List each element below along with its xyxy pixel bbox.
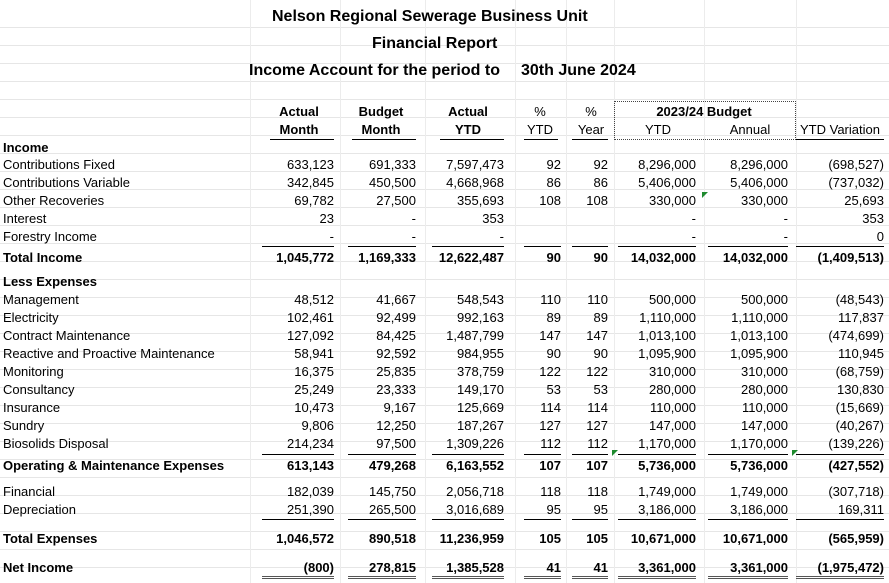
gridline <box>515 0 516 583</box>
gridline <box>566 0 567 583</box>
cell-budget-annual: - <box>783 211 788 226</box>
cell-budget-annual: 110,000 <box>741 400 788 415</box>
cell-budget-ytd: 330,000 <box>649 193 696 208</box>
cell-budget-month: 92,499 <box>376 310 416 325</box>
cell-ytd-variation: (1,975,472) <box>817 560 884 575</box>
total-rule <box>432 519 504 520</box>
double-total-rule <box>432 576 504 579</box>
cell-ytd-variation: (1,409,513) <box>817 250 884 265</box>
cell-budget-month: 265,500 <box>369 502 416 517</box>
cell-pct-year: 122 <box>586 364 608 379</box>
row-label: Net Income <box>3 560 74 575</box>
cell-budget-month: 23,333 <box>376 382 416 397</box>
report-title: Nelson Regional Sewerage Business Unit <box>272 8 588 25</box>
cell-pct-year: 110 <box>587 292 608 307</box>
gridline <box>0 225 889 226</box>
cell-actual-ytd: 984,955 <box>457 346 504 361</box>
cell-actual-month: 69,782 <box>294 193 334 208</box>
gridline <box>614 0 615 583</box>
gridline <box>0 279 889 280</box>
cell-pct-ytd: 90 <box>546 250 561 265</box>
double-total-rule <box>708 576 788 579</box>
cell-ytd-variation: (139,226) <box>828 436 884 451</box>
total-rule <box>524 519 561 520</box>
cell-pct-ytd: 53 <box>546 382 561 397</box>
cell-actual-ytd: 7,597,473 <box>446 157 504 172</box>
row-label: Operating & Maintenance Expenses <box>3 458 225 473</box>
cell-actual-month: 1,045,772 <box>276 250 334 265</box>
row-label: Total Expenses <box>3 531 98 546</box>
cell-actual-ytd: 125,669 <box>457 400 504 415</box>
col-header-budget-month-1: Budget <box>358 104 404 119</box>
cell-actual-month: 102,461 <box>287 310 334 325</box>
row-label: Other Recoveries <box>3 193 105 208</box>
cell-budget-ytd: 280,000 <box>649 382 696 397</box>
cell-pct-ytd: 107 <box>539 458 561 473</box>
cell-budget-month: 479,268 <box>369 458 416 473</box>
cell-budget-ytd: 14,032,000 <box>630 250 696 265</box>
cell-actual-ytd: 3,016,689 <box>446 502 504 517</box>
cell-actual-ytd: - <box>499 229 504 244</box>
row-label: Depreciation <box>3 502 76 517</box>
cell-budget-ytd: 310,000 <box>649 364 696 379</box>
cell-budget-month: 12,250 <box>376 418 416 433</box>
cell-budget-ytd: 5,736,000 <box>638 458 696 473</box>
cell-budget-annual: 330,000 <box>741 193 788 208</box>
total-rule <box>796 454 884 455</box>
cell-budget-ytd: 1,170,000 <box>638 436 696 451</box>
gridline <box>0 243 889 244</box>
cell-budget-annual: 310,000 <box>741 364 788 379</box>
cell-budget-month: 41,667 <box>376 292 416 307</box>
total-rule <box>432 246 504 247</box>
cell-budget-ytd: 3,361,000 <box>638 560 696 575</box>
double-total-rule <box>572 576 608 579</box>
cell-pct-ytd: 110 <box>540 292 561 307</box>
header-underline-pct-ytd <box>524 139 558 140</box>
row-label: Interest <box>3 211 47 226</box>
cell-budget-month: 450,500 <box>369 175 416 190</box>
cell-pct-year: 92 <box>593 157 608 172</box>
row-label: Insurance <box>3 400 61 415</box>
total-rule <box>524 454 561 455</box>
cell-actual-month: 10,473 <box>294 400 334 415</box>
cell-ytd-variation: 110,945 <box>837 346 884 361</box>
cell-budget-ytd: 1,110,000 <box>639 310 696 325</box>
cell-budget-annual: 1,095,900 <box>730 346 788 361</box>
cell-pct-ytd: 92 <box>546 157 561 172</box>
cell-pct-ytd: 105 <box>539 531 561 546</box>
cell-budget-month: 84,425 <box>376 328 416 343</box>
cell-budget-annual: 3,361,000 <box>730 560 788 575</box>
cell-actual-month: 613,143 <box>287 458 334 473</box>
cell-pct-year: 107 <box>586 458 608 473</box>
cell-pct-ytd: 41 <box>546 560 561 575</box>
cell-pct-ytd: 112 <box>540 436 561 451</box>
total-rule <box>796 246 884 247</box>
cell-budget-month: 25,835 <box>376 364 416 379</box>
cell-budget-annual: 280,000 <box>741 382 788 397</box>
cell-pct-ytd: 86 <box>546 175 561 190</box>
gridline <box>0 477 889 478</box>
cell-budget-ytd: - <box>691 229 696 244</box>
period-date: 30th June 2024 <box>521 62 636 79</box>
cell-budget-annual: 14,032,000 <box>722 250 788 265</box>
cell-budget-annual: 1,110,000 <box>731 310 788 325</box>
header-underline-actual-ytd <box>440 139 504 140</box>
cell-actual-month: 23 <box>319 211 334 226</box>
gridline <box>704 0 705 583</box>
double-total-rule <box>348 576 416 579</box>
gridline <box>0 99 889 100</box>
row-label: Sundry <box>3 418 45 433</box>
cell-budget-annual: 3,186,000 <box>730 502 788 517</box>
gridline <box>0 549 889 550</box>
total-rule <box>708 519 788 520</box>
cell-budget-month: 691,333 <box>369 157 416 172</box>
cell-budget-month: - <box>411 211 416 226</box>
cell-ytd-variation: (565,959) <box>828 531 884 546</box>
cell-ytd-variation: (698,527) <box>828 157 884 172</box>
cell-ytd-variation: 0 <box>876 229 884 244</box>
cell-actual-ytd: 11,236,959 <box>439 531 504 546</box>
cell-pct-year: 90 <box>593 250 608 265</box>
cell-actual-month: 16,375 <box>294 364 334 379</box>
double-total-rule <box>796 576 884 579</box>
cell-budget-annual: 8,296,000 <box>730 157 788 172</box>
cell-budget-annual: 5,406,000 <box>730 175 788 190</box>
cell-actual-ytd: 12,622,487 <box>438 250 504 265</box>
period-label: Income Account for the period to <box>249 62 500 79</box>
col-header-ytd-variation: YTD Variation <box>800 122 880 137</box>
cell-budget-annual: 1,013,100 <box>730 328 788 343</box>
cell-actual-ytd: 2,056,718 <box>446 484 504 499</box>
total-rule <box>348 246 416 247</box>
section-income: Income <box>3 140 49 155</box>
cell-pct-ytd: 114 <box>540 400 561 415</box>
cell-ytd-variation: 25,693 <box>844 193 884 208</box>
cell-budget-month: 97,500 <box>376 436 416 451</box>
cell-error-indicator-icon[interactable] <box>702 192 708 198</box>
cell-ytd-variation: (474,699) <box>828 328 884 343</box>
double-total-rule <box>618 576 696 579</box>
cell-pct-year: 108 <box>586 193 608 208</box>
cell-budget-annual: 1,749,000 <box>730 484 788 499</box>
cell-actual-month: 25,249 <box>294 382 334 397</box>
row-label: Contributions Variable <box>3 175 130 190</box>
cell-pct-ytd: 118 <box>540 484 561 499</box>
section-less-expenses: Less Expenses <box>3 274 97 289</box>
cell-actual-month: 633,123 <box>287 157 334 172</box>
col-header-actual-month-1: Actual <box>279 104 319 119</box>
cell-budget-annual: 500,000 <box>741 292 788 307</box>
cell-actual-month: 251,390 <box>287 502 334 517</box>
report-subtitle: Financial Report <box>372 35 498 52</box>
cell-actual-ytd: 187,267 <box>457 418 504 433</box>
cell-ytd-variation: (307,718) <box>828 484 884 499</box>
cell-pct-year: 41 <box>593 560 608 575</box>
cell-ytd-variation: 169,311 <box>837 502 884 517</box>
total-rule <box>262 454 334 455</box>
cell-budget-month: - <box>411 229 416 244</box>
double-total-rule <box>262 576 334 579</box>
header-underline-ytd-variation <box>796 139 884 140</box>
cell-budget-ytd: 147,000 <box>649 418 696 433</box>
cell-pct-ytd: 108 <box>539 193 561 208</box>
cell-budget-ytd: 10,671,000 <box>630 531 696 546</box>
total-rule <box>572 519 608 520</box>
cell-budget-ytd: 1,013,100 <box>638 328 696 343</box>
header-underline-actual-month <box>270 139 334 140</box>
row-label: Biosolids Disposal <box>3 436 109 451</box>
col-header-budget-group: 2023/24 Budget <box>656 104 752 119</box>
cell-pct-year: 114 <box>587 400 608 415</box>
cell-pct-year: 127 <box>586 418 608 433</box>
total-rule <box>572 246 608 247</box>
cell-actual-ytd: 6,163,552 <box>446 458 504 473</box>
total-rule <box>572 454 608 455</box>
cell-pct-ytd: 147 <box>539 328 561 343</box>
gridline <box>425 0 426 583</box>
row-label: Reactive and Proactive Maintenance <box>3 346 215 361</box>
cell-ytd-variation: (427,552) <box>828 458 884 473</box>
cell-actual-ytd: 4,668,968 <box>446 175 504 190</box>
cell-budget-annual: 1,170,000 <box>730 436 788 451</box>
total-rule <box>618 246 696 247</box>
row-label: Monitoring <box>3 364 64 379</box>
cell-pct-year: 118 <box>587 484 608 499</box>
cell-error-indicator-icon[interactable] <box>792 450 798 456</box>
cell-actual-ytd: 548,543 <box>457 292 504 307</box>
cell-ytd-variation: (15,669) <box>835 400 884 415</box>
cell-budget-ytd: 1,095,900 <box>638 346 696 361</box>
total-rule <box>708 246 788 247</box>
cell-actual-ytd: 353 <box>482 211 504 226</box>
cell-budget-month: 9,167 <box>383 400 416 415</box>
cell-actual-month: 342,845 <box>287 175 334 190</box>
header-underline-budget-month <box>352 139 416 140</box>
cell-budget-annual: 147,000 <box>741 418 788 433</box>
total-rule <box>618 519 696 520</box>
cell-ytd-variation: (48,543) <box>835 292 884 307</box>
cell-actual-ytd: 355,693 <box>457 193 504 208</box>
cell-actual-ytd: 1,309,226 <box>446 436 504 451</box>
total-rule <box>348 519 416 520</box>
col-header-pct-ytd-1: % <box>534 104 546 119</box>
cell-error-indicator-icon[interactable] <box>612 450 618 456</box>
cell-budget-ytd: 1,749,000 <box>638 484 696 499</box>
cell-budget-ytd: 8,296,000 <box>638 157 696 172</box>
col-header-actual-month-2: Month <box>279 122 319 137</box>
gridline <box>250 0 251 583</box>
cell-actual-ytd: 1,487,799 <box>446 328 504 343</box>
col-header-budget-annual: Annual <box>729 122 771 137</box>
cell-actual-ytd: 149,170 <box>457 382 504 397</box>
cell-pct-year: 90 <box>593 346 608 361</box>
double-total-rule <box>524 576 561 579</box>
col-header-pct-year-2: Year <box>577 122 605 137</box>
row-label: Consultancy <box>3 382 75 397</box>
cell-budget-ytd: 500,000 <box>649 292 696 307</box>
cell-budget-month: 92,592 <box>376 346 416 361</box>
cell-budget-month: 1,169,333 <box>358 250 416 265</box>
cell-budget-ytd: 110,000 <box>649 400 696 415</box>
col-header-budget-ytd: YTD <box>645 122 671 137</box>
cell-pct-ytd: 122 <box>539 364 561 379</box>
cell-pct-year: 86 <box>593 175 608 190</box>
cell-actual-month: 127,092 <box>287 328 334 343</box>
cell-actual-month: - <box>329 229 334 244</box>
total-rule <box>262 246 334 247</box>
row-label: Contract Maintenance <box>3 328 131 343</box>
gridline <box>340 0 341 583</box>
total-rule <box>708 454 788 455</box>
cell-actual-ytd: 378,759 <box>457 364 504 379</box>
row-label: Management <box>3 292 79 307</box>
gridline <box>796 0 797 583</box>
row-label: Contributions Fixed <box>3 157 115 172</box>
cell-ytd-variation: (40,267) <box>835 418 884 433</box>
cell-actual-month: 58,941 <box>294 346 334 361</box>
cell-pct-year: 53 <box>593 382 608 397</box>
header-underline-pct-year <box>572 139 608 140</box>
cell-budget-ytd: - <box>691 211 696 226</box>
cell-budget-month: 27,500 <box>376 193 416 208</box>
total-rule <box>618 454 696 455</box>
cell-pct-year: 105 <box>586 531 608 546</box>
cell-pct-year: 95 <box>593 502 608 517</box>
cell-pct-year: 147 <box>586 328 608 343</box>
cell-pct-year: 112 <box>587 436 608 451</box>
total-rule <box>796 519 884 520</box>
cell-budget-annual: 5,736,000 <box>730 458 788 473</box>
cell-actual-month: 182,039 <box>287 484 334 499</box>
row-label: Financial <box>3 484 56 499</box>
cell-actual-month: 1,046,572 <box>276 531 334 546</box>
cell-budget-ytd: 3,186,000 <box>638 502 696 517</box>
cell-pct-year: 89 <box>593 310 608 325</box>
cell-budget-ytd: 5,406,000 <box>638 175 696 190</box>
cell-budget-month: 278,815 <box>369 560 416 575</box>
col-header-pct-year-1: % <box>585 104 597 119</box>
cell-pct-ytd: 127 <box>539 418 561 433</box>
cell-actual-ytd: 992,163 <box>457 310 504 325</box>
total-rule <box>262 519 334 520</box>
cell-actual-month: (800) <box>303 560 334 575</box>
cell-pct-ytd: 95 <box>546 502 561 517</box>
cell-ytd-variation: (737,032) <box>828 175 884 190</box>
row-label: Forestry Income <box>3 229 97 244</box>
col-header-actual-ytd-1: Actual <box>448 104 488 119</box>
cell-pct-ytd: 89 <box>546 310 561 325</box>
gridline <box>0 153 889 154</box>
cell-budget-annual: - <box>783 229 788 244</box>
cell-ytd-variation: 117,837 <box>837 310 884 325</box>
row-label: Electricity <box>3 310 59 325</box>
total-rule <box>524 246 561 247</box>
cell-budget-month: 145,750 <box>369 484 416 499</box>
cell-budget-month: 890,518 <box>369 531 416 546</box>
cell-actual-month: 214,234 <box>287 436 334 451</box>
cell-ytd-variation: (68,759) <box>835 364 884 379</box>
total-rule <box>432 454 504 455</box>
cell-actual-month: 48,512 <box>294 292 334 307</box>
cell-actual-month: 9,806 <box>301 418 334 433</box>
cell-pct-ytd: 90 <box>546 346 561 361</box>
total-rule <box>348 454 416 455</box>
col-header-budget-month-2: Month <box>361 122 401 137</box>
cell-budget-annual: 10,671,000 <box>722 531 788 546</box>
col-header-actual-ytd-2: YTD <box>455 122 481 137</box>
row-label: Total Income <box>3 250 83 265</box>
col-header-pct-ytd-2: YTD <box>527 122 553 137</box>
cell-ytd-variation: 353 <box>862 211 884 226</box>
cell-actual-ytd: 1,385,528 <box>446 560 504 575</box>
cell-ytd-variation: 130,830 <box>837 382 884 397</box>
